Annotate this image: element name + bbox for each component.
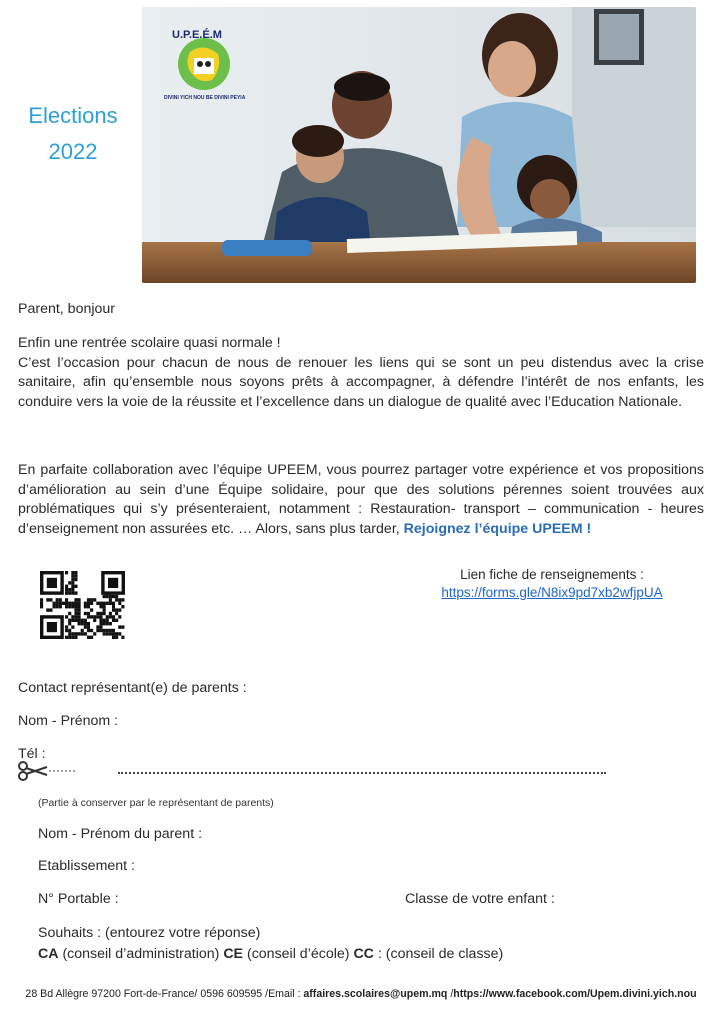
title-line-2: 2022 bbox=[48, 139, 98, 164]
parent-name-label: Nom - Prénom du parent : bbox=[38, 826, 203, 842]
scissors-icon bbox=[17, 760, 75, 782]
contact-heading: Contact représentant(e) de parents : bbox=[18, 680, 247, 696]
footer-web[interactable]: https://www.facebook.com/Upem.divini.yich.nou bbox=[453, 988, 697, 1000]
class-label: Classe de votre enfant : bbox=[405, 891, 555, 907]
slip-note: (Partie à conserver par le représentant de parents) bbox=[38, 797, 274, 809]
greeting: Parent, bonjour bbox=[18, 301, 116, 317]
form-link[interactable]: https://forms.gle/N8ix9pd7xb2wfjpUA bbox=[441, 585, 663, 600]
elections-title bbox=[10, 98, 136, 170]
wishes-label: Souhaits : (entourez votre réponse) bbox=[38, 925, 261, 941]
option-cc-text: : (conseil de classe) bbox=[373, 946, 504, 962]
intro-body: C’est l’occasion pour chacun de nous de renouer les liens qui se sont un peu distendus avec la crise sanitaire, afin qu’ensemble nous soyons prêts à accompagner, à défendre l’intérêt de nos enfants, les conduire vers la voie de la réussite et l’excellence dans un dialogue de qualité avec l’Education Nationale. bbox=[18, 354, 704, 410]
mobile-label: N° Portable : bbox=[38, 891, 119, 907]
option-ca-text: (conseil d’administration) bbox=[58, 946, 224, 962]
intro-first-line: Enfin une rentrée scolaire quasi normale ! bbox=[18, 335, 281, 351]
upeem-logo bbox=[160, 24, 246, 102]
contact-tel-label: Tél : bbox=[18, 746, 46, 762]
contact-name-label: Nom - Prénom : bbox=[18, 713, 119, 729]
council-options bbox=[38, 946, 503, 962]
logo-text-top: U.P.E.É.M bbox=[172, 29, 222, 41]
cut-line bbox=[118, 766, 606, 774]
footer-address: 28 Bd Allègre 97200 Fort-de-France/ 0596 609595 /Email : bbox=[25, 988, 304, 1000]
intro-paragraph bbox=[18, 334, 704, 412]
footer-email[interactable]: affaires.scolaires@upem.mq bbox=[303, 988, 448, 1000]
logo-text-bottom: DIVINI YICH NOU BE DIVINI PEYIA bbox=[164, 95, 246, 101]
collaboration-paragraph bbox=[18, 461, 704, 539]
footer-separator: / bbox=[447, 988, 454, 1000]
link-label: Lien fiche de renseignements : bbox=[460, 567, 644, 582]
join-cta: Rejoignez l’équipe UPEEM ! bbox=[403, 520, 592, 537]
option-ce-text: (conseil d’école) bbox=[243, 946, 354, 962]
option-cc-code[interactable]: CC bbox=[353, 946, 374, 962]
school-label: Etablissement : bbox=[38, 858, 135, 874]
title-line-1: Elections bbox=[28, 103, 118, 128]
option-ca-code[interactable]: CA bbox=[38, 946, 59, 962]
collaboration-text: En parfaite collaboration avec l’équipe UPEEM, vous pourrez partager votre expérience et vos propositions d’amélioration au sein d’une Équipe solidaire, pour que des solutions pérennes soient trouvées aux problématiques qui s’y présenteraient, notamment : Restauration- transport – communication - heures d’enseignement non assurées etc. … Alors, sans plus tarder, bbox=[18, 462, 704, 537]
footer bbox=[0, 988, 722, 1000]
qr-code[interactable] bbox=[38, 570, 134, 640]
option-ce-code[interactable]: CE bbox=[223, 946, 244, 962]
